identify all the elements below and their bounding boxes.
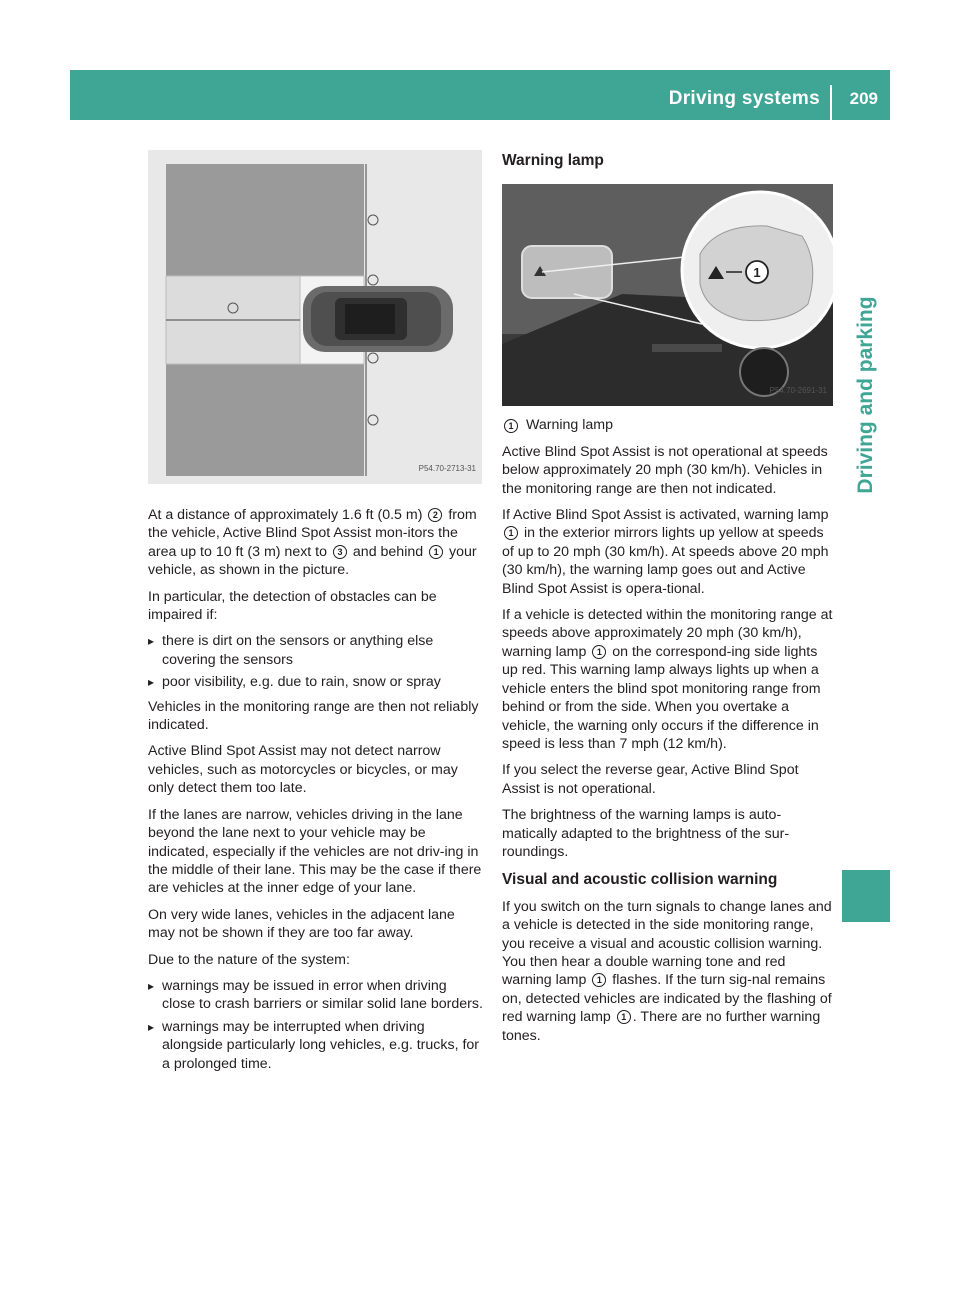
figure-legend <box>502 416 835 434</box>
list-item: ▸ warnings may be interrupted when driving alongside particularly long vehicles, e.g. trucks, for a prolonged time. <box>148 1018 483 1073</box>
paragraph: On very wide lanes, vehicles in the adjacent lane may not be shown if they are too far away. <box>148 906 455 942</box>
paragraph: At a distance of approximately 1.6 ft (0.5 m) 2 from the vehicle, Active Blind Spot Assist mon-itors the area up to 10 ft (3 m) next to 3 and behind 1 your vehicle, as shown in the picture. <box>148 507 477 579</box>
side-tab-label: Driving and parking <box>854 296 877 494</box>
list-item: ▸ poor visibility, e.g. due to rain, snow or spray <box>148 673 483 691</box>
paragraph: If you switch on the turn signals to change lanes and a vehicle is detected in the side monitoring range, you receive a visual and acoustic collision warning. You then hear a double warning tone and red warning lamp 1 flashes. If the turn sig-nal remains on, detected vehicles are indicated by the flashing of red warning lamp 1 . There are no further warning tones. <box>502 898 832 1044</box>
figure-code: P54.70-2713-31 <box>418 463 476 473</box>
svg-text:1: 1 <box>753 265 761 281</box>
header-bar <box>70 70 890 120</box>
section-title: Driving systems <box>668 88 820 109</box>
paragraph: Vehicles in the monitoring range are then not reliably indicated. <box>148 698 479 734</box>
monitoring-range-diagram <box>148 150 482 484</box>
paragraph: If you select the reverse gear, Active Blind Spot Assist is not operational. <box>502 762 799 797</box>
bullet-list <box>148 977 483 1073</box>
paragraph: Due to the nature of the system: <box>148 951 350 968</box>
paragraph: In particular, the detection of obstacles can be impaired if: <box>148 588 437 624</box>
marker-1: 1 <box>504 526 518 540</box>
legend-text: Warning lamp <box>526 417 613 434</box>
marker-1: 1 <box>504 419 518 433</box>
marker-1: 1 <box>592 973 606 987</box>
left-column <box>148 150 483 1079</box>
header-divider <box>830 85 832 120</box>
bullet-list <box>148 632 483 691</box>
section-heading: Warning lamp <box>502 152 604 169</box>
paragraph: If Active Blind Spot Assist is activated, warning lamp 1 in the exterior mirrors lights up yellow at speeds of up to 20 mph (30 km/h). At speeds above 20 mph (30 km/h), the warning lamp goes out and Active Blind Spot Assist is opera-tional. <box>502 507 829 597</box>
marker-1: 1 <box>592 645 606 659</box>
mirror-illustration <box>502 184 833 406</box>
figure-code: P54.70-2691-31 <box>769 386 827 395</box>
right-column <box>502 150 835 1053</box>
page-number: 209 <box>849 89 878 108</box>
paragraph: The brightness of the warning lamps is auto-matically adapted to the brightness of the sur-roundings. <box>502 807 790 860</box>
paragraph: If a vehicle is detected within the monitoring range at speeds above approximately 20 mph (30 km/h), warning lamp 1 on the correspond-ing side lights up red. This warning lamp always lights up when a vehicle enters the blind spot monitoring range from behind or from the side. When you overtake a vehicle, the warning only occurs if the difference in speed is less than 7 mph (12 km/h). <box>502 607 833 752</box>
list-item: ▸ warnings may be issued in error when driving close to crash barriers or similar solid lane borders. <box>148 977 483 1014</box>
monitoring-range-illustration <box>148 150 482 484</box>
marker-1: 1 <box>429 545 443 559</box>
side-tab-marker <box>842 870 890 922</box>
marker-2: 2 <box>428 508 442 522</box>
marker-3: 3 <box>333 545 347 559</box>
marker-1: 1 <box>617 1010 631 1024</box>
warning-lamp-photo <box>502 184 833 406</box>
paragraph: If the lanes are narrow, vehicles driving in the lane beyond the lane next to your vehicle may be indicated, especially if the vehicles are not driv-ing in the middle of their lane. This may be the case if there are vehicles at the inner edge of your lane. <box>148 806 482 897</box>
list-item: ▸ there is dirt on the sensors or anything else covering the sensors <box>148 632 483 669</box>
paragraph: Active Blind Spot Assist is not operational at speeds below approximately 20 mph (30 km/h). Vehicles in the monitoring range are then not indicated. <box>502 443 828 497</box>
section-subheading: Visual and acoustic collision warning <box>502 871 778 889</box>
paragraph: Active Blind Spot Assist may not detect narrow vehicles, such as motorcycles or bicycles, or may only detect them too late. <box>148 743 458 797</box>
